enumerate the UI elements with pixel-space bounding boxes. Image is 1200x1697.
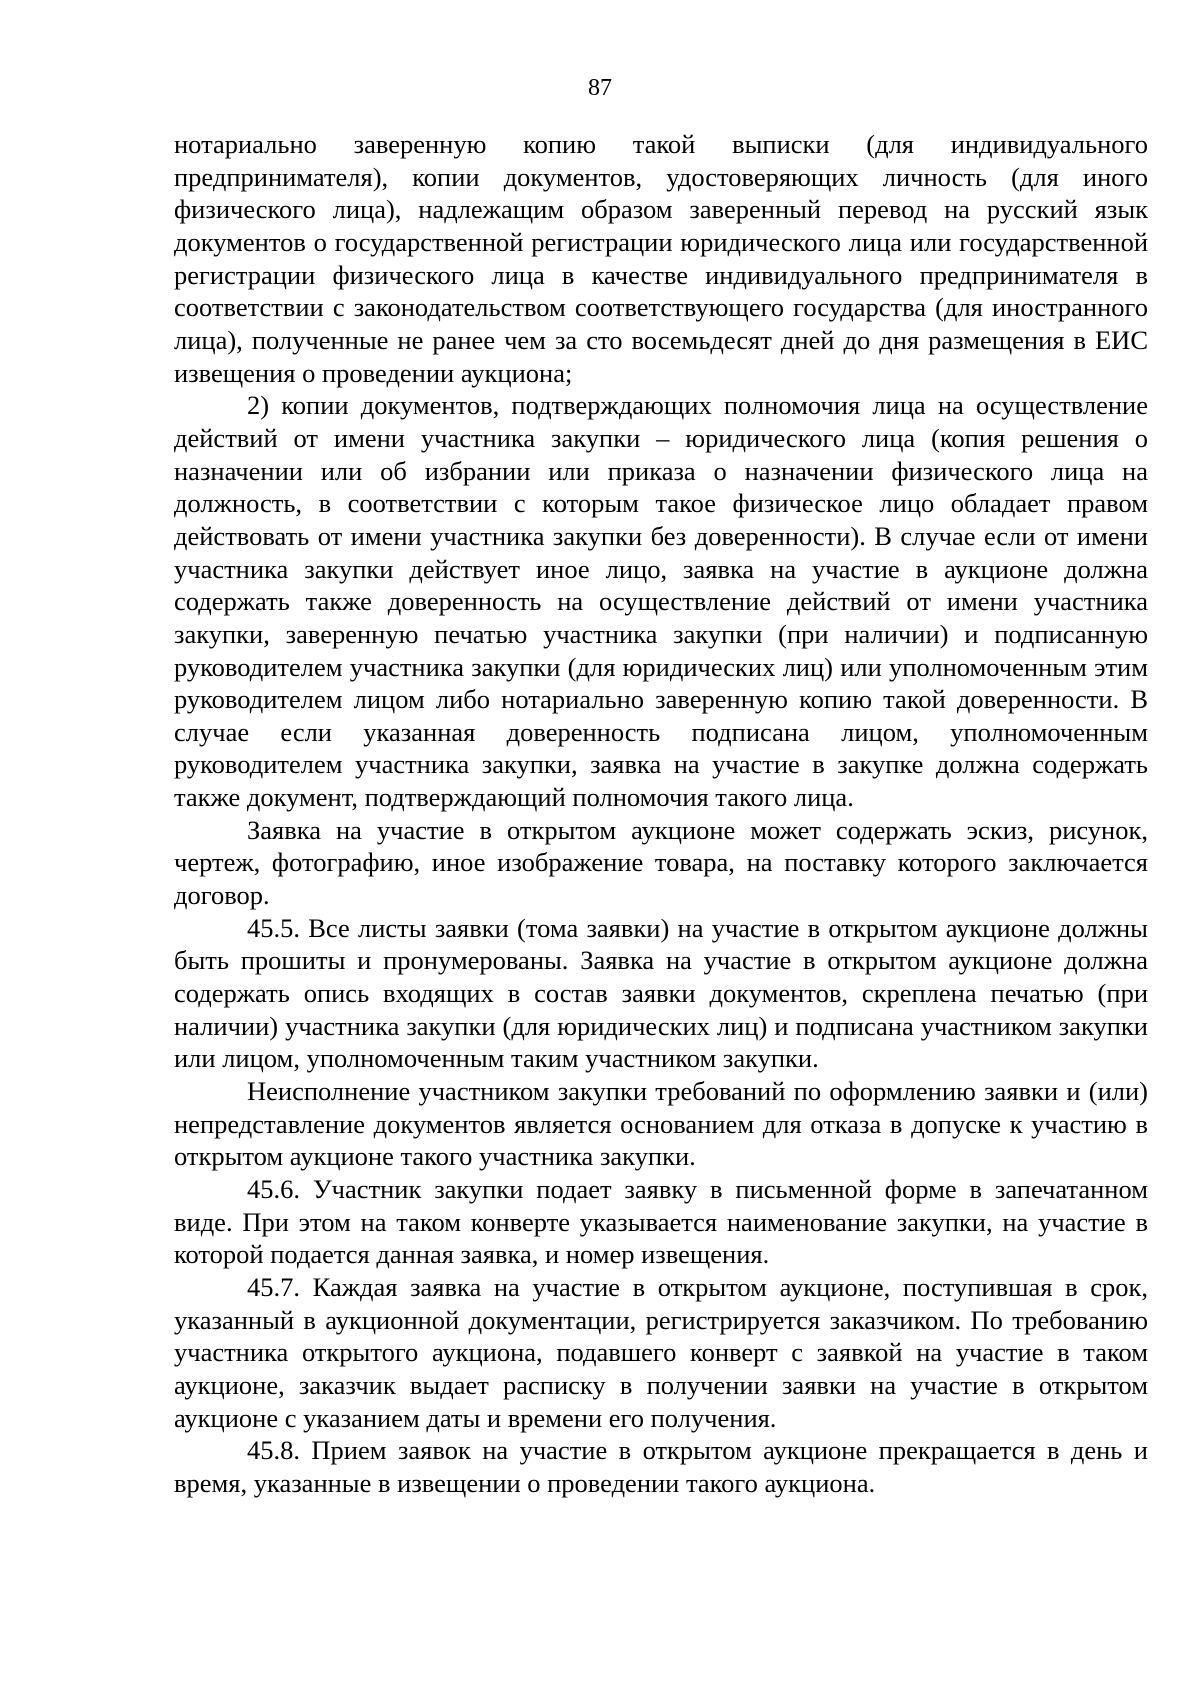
paragraph-continuation: нотариально заверенную копию такой выписки (для индивидуального предпринимателя), копии документов, удостоверяющих личность (для иного физического лица), надлежащим образом заверенный перевод на русский язык документов о государственной регистрации юридического лица или государственной регистрации физического лица в качестве индивидуального предпринимателя в соответствии с законодательством соответствующего государства (для иностранного лица), полученные не ранее чем за сто восемьдесят дней до дня размещения в ЕИС извещения о проведении аукциона; xyxy=(174,129,1148,388)
paragraph-item-2: 2) копии документов, подтверждающих полномочия лица на осуществление действий от имени участника закупки – юридического лица (копия решения о назначении или об избрании или приказа о назначении физического лица на должность, в соответствии с которым такое физическое лицо обладает правом действовать от имени участника закупки без доверенности). В случае если от имени участника закупки действует иное лицо, заявка на участие в аукционе должна содержать также доверенность на осуществление действий от имени участника закупки, заверенную печатью участника закупки (при наличии) и подписанную руководителем участника закупки (для юридических лиц) или уполномоченным этим руководителем лицом либо нотариально заверенную копию такой доверенности. В случае если указанная доверенность подписана лицом, уполномоченным руководителем участника закупки, заявка на участие в закупке должна содержать также документ, подтверждающий полномочия такого лица. xyxy=(174,390,1148,813)
paragraph-45-5: 45.5. Все листы заявки (тома заявки) на участие в открытом аукционе должны быть прошиты и пронумерованы. Заявка на участие в открытом аукционе должна содержать опись входящих в состав заявки документов, скреплена печатью (при наличии) участника закупки (для юридических лиц) и подписана участником закупки или лицом, уполномоченным таким участником закупки. xyxy=(174,912,1148,1074)
paragraph-45-6: 45.6. Участник закупки подает заявку в письменной форме в запечатанном виде. При этом на таком конверте указывается наименование закупки, на участие в которой подается данная заявка, и номер извещения. xyxy=(174,1174,1148,1270)
paragraph-45-7: 45.7. Каждая заявка на участие в открытом аукционе, поступившая в срок, указанный в аукционной документации, регистрируется заказчиком. По требованию участника открытого аукциона, подавшего конверт с заявкой на участие в таком аукционе, заказчик выдает расписку в получении заявки на участие в открытом аукционе с указанием даты и времени его получения. xyxy=(174,1271,1148,1433)
paragraph-non-compliance: Неисполнение участником закупки требований по оформлению заявки и (или) непредставление документов является основанием для отказа в допуске к участию в открытом аукционе такого участника закупки. xyxy=(174,1076,1148,1172)
paragraph-sketch-note: Заявка на участие в открытом аукционе может содержать эскиз, рисунок, чертеж, фотографию, иное изображение товара, на поставку которого заключается договор. xyxy=(174,814,1148,911)
document-body xyxy=(174,128,1148,1500)
paragraph-45-8: 45.8. Прием заявок на участие в открытом аукционе прекращается в день и время, указанные в извещении о проведении такого аукциона. xyxy=(174,1435,1148,1498)
page-number: 87 xyxy=(588,75,612,101)
